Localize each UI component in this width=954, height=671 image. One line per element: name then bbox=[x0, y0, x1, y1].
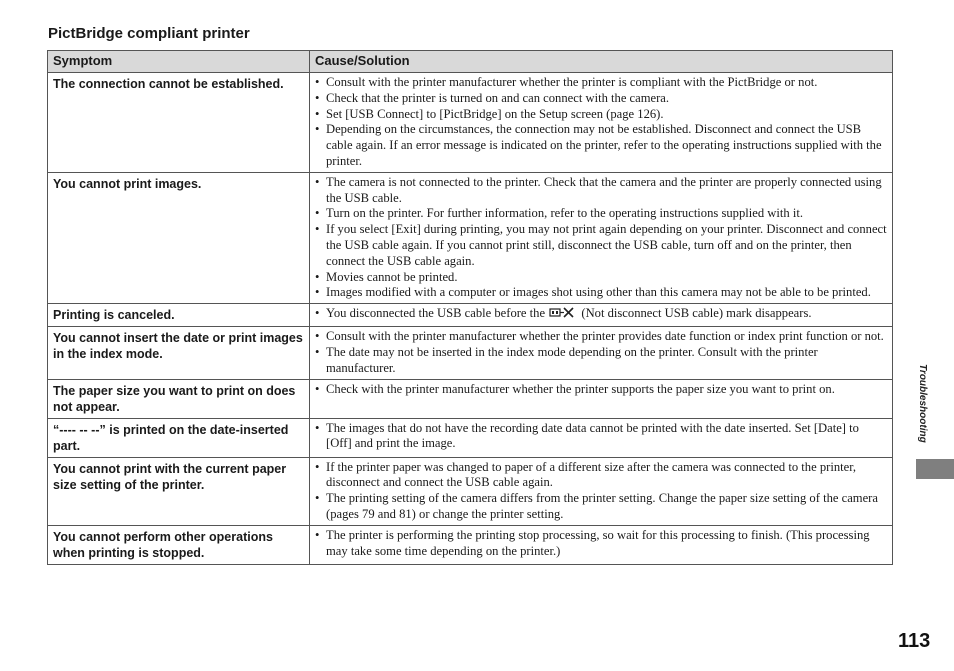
cause-item: • The printing setting of the camera differs from the printer setting. Change the paper size setting of the camera (pages 79 and 81) or change the printer setting. bbox=[315, 491, 887, 523]
table-header-row bbox=[48, 51, 893, 73]
cause-cell bbox=[310, 379, 893, 418]
table-row bbox=[48, 457, 893, 525]
column-header-symptom: Symptom bbox=[48, 51, 310, 73]
cause-item: • If the printer paper was changed to paper of a different size after the camera was connected to the printer, disconnect and connect the USB cable again. bbox=[315, 460, 887, 492]
table-row bbox=[48, 418, 893, 457]
cause-item: • Set [USB Connect] to [PictBridge] on the Setup screen (page 126). bbox=[315, 107, 887, 123]
cause-item: • Check that the printer is turned on and can connect with the camera. bbox=[315, 91, 887, 107]
symptom-cell: The paper size you want to print on does not appear. bbox=[48, 379, 310, 418]
section-title: PictBridge compliant printer bbox=[48, 25, 250, 42]
cause-cell bbox=[310, 457, 893, 525]
page-number: 113 bbox=[898, 630, 931, 652]
cause-item: • Images modified with a computer or images shot using other than this camera may not be able to be printed. bbox=[315, 285, 887, 301]
symptom-cell: You cannot print images. bbox=[48, 172, 310, 303]
cause-item: • The camera is not connected to the printer. Check that the camera and the printer are properly connected using the USB cable. bbox=[315, 175, 887, 207]
cause-cell bbox=[310, 418, 893, 457]
cause-item bbox=[315, 306, 887, 322]
symptom-cell: You cannot insert the date or print images in the index mode. bbox=[48, 327, 310, 379]
table-row bbox=[48, 304, 893, 327]
cause-item: • Consult with the printer manufacturer whether the printer provides date function or index print function or not. bbox=[315, 329, 887, 345]
cause-cell bbox=[310, 73, 893, 173]
table-row bbox=[48, 73, 893, 173]
cause-item: • Check with the printer manufacturer whether the printer supports the paper size you want to print on. bbox=[315, 382, 887, 398]
side-tab-label: Troubleshooting bbox=[917, 364, 928, 443]
symptom-cell: Printing is canceled. bbox=[48, 304, 310, 327]
symptom-cell: The connection cannot be established. bbox=[48, 73, 310, 173]
cause-item: • The date may not be inserted in the index mode depending on the printer. Consult with the printer manufacturer. bbox=[315, 345, 887, 377]
cause-item: • Consult with the printer manufacturer whether the printer is compliant with the PictBridge or not. bbox=[315, 75, 887, 91]
cause-item: • The printer is performing the printing stop processing, so wait for this processing to finish. (This processing may take some time depending on the printer.) bbox=[315, 528, 887, 560]
table-row bbox=[48, 172, 893, 303]
side-tab-marker bbox=[916, 459, 954, 479]
usb-disconnect-icon bbox=[549, 306, 577, 319]
cause-cell bbox=[310, 525, 893, 564]
symptom-cell: You cannot perform other operations when printing is stopped. bbox=[48, 525, 310, 564]
symptom-cell: “---- -- --” is printed on the date-inserted part. bbox=[48, 418, 310, 457]
table-row bbox=[48, 327, 893, 379]
cause-text-after-icon: (Not disconnect USB cable) mark disappears. bbox=[581, 306, 812, 321]
cause-item: • Turn on the printer. For further information, refer to the operating instructions supplied with it. bbox=[315, 206, 887, 222]
column-header-cause: Cause/Solution bbox=[310, 51, 893, 73]
cause-cell bbox=[310, 304, 893, 327]
troubleshooting-table bbox=[47, 50, 893, 565]
cause-item: • If you select [Exit] during printing, you may not print again depending on your printer. Disconnect and connect the USB cable again. If you cannot print still, disconnect the USB cable, turn off and on the printer, then connect the USB cable again. bbox=[315, 222, 887, 269]
cause-item: • Movies cannot be printed. bbox=[315, 270, 887, 286]
cause-text-before-icon: You disconnected the USB cable before the bbox=[326, 306, 546, 321]
cause-cell bbox=[310, 172, 893, 303]
cause-cell bbox=[310, 327, 893, 379]
table-row bbox=[48, 379, 893, 418]
symptom-cell: You cannot print with the current paper size setting of the printer. bbox=[48, 457, 310, 525]
table-row bbox=[48, 525, 893, 564]
cause-item: • Depending on the circumstances, the connection may not be established. Disconnect and connect the USB cable again. If an error message is indicated on the printer, refer to the operating instructions supplied with the printer. bbox=[315, 122, 887, 169]
cause-item: • The images that do not have the recording date data cannot be printed with the date inserted. Set [Date] to [Off] and print the image. bbox=[315, 421, 887, 453]
